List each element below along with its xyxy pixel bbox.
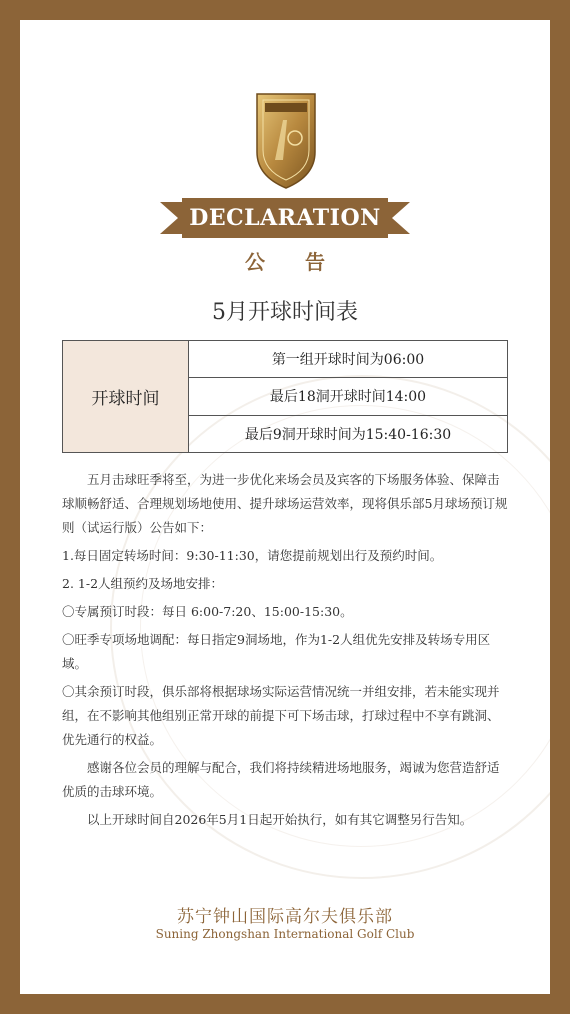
banner-subtitle: 公告 — [245, 250, 365, 274]
table-row: 最后9洞开球时间为15:40-16:30 — [244, 426, 452, 443]
table-row: 最后18洞开球时间14:00 — [189, 378, 507, 415]
table-header-cell: 开球时间 — [63, 341, 189, 452]
golf-club-crest-icon — [253, 90, 319, 190]
announcement-body — [62, 468, 508, 832]
rule-2-item-3: 〇其余预订时段，俱乐部将根据球场实际运营情况统一并组安排，若未能实现并组，在不影响其他组别正常开球的前提下可下场击球，打球过程中不享有跳洞、优先通行的权益。 — [62, 684, 500, 747]
rule-2: 2. 1-2人组预约及场地安排： — [62, 576, 224, 591]
rule-2-item-2: 〇旺季专项场地调配：每日指定9洞场地，作为1-2人组优先安排及转场专用区域。 — [62, 632, 491, 671]
page-title: 5月开球时间表 — [212, 300, 358, 325]
tee-time-table — [62, 340, 508, 453]
rule-2-item-1: 〇专属预订时段：每日 6:00-7:20、15:00-15:30。 — [62, 604, 353, 619]
announcement-card — [20, 20, 550, 994]
table-rows — [189, 341, 507, 452]
rule-1: 1.每日固定转场时间：9:30-11:30，请您提前规划出行及预约时间。 — [62, 548, 443, 563]
effective-date-paragraph: 以上开球时间自2026年5月1日起开始执行，如有其它调整另行告知。 — [87, 812, 473, 827]
table-row: 第一组开球时间为06:00 — [189, 341, 507, 378]
intro-paragraph: 五月击球旺季将至，为进一步优化来场会员及宾客的下场服务体验、保障击球顺畅舒适、合理规划场地使用、提升球场运营效率，现将俱乐部5月球场预订规则（试运行版）公告如下： — [62, 472, 508, 535]
banner-title: DECLARATION — [189, 205, 381, 231]
club-name-cn: 苏宁钟山国际高尔夫俱乐部 — [177, 907, 393, 927]
thanks-paragraph: 感谢各位会员的理解与配合，我们将持续精进场地服务，竭诚为您营造舒适优质的击球环境。 — [62, 760, 500, 799]
club-name-en: Suning Zhongshan International Golf Club — [155, 927, 415, 941]
